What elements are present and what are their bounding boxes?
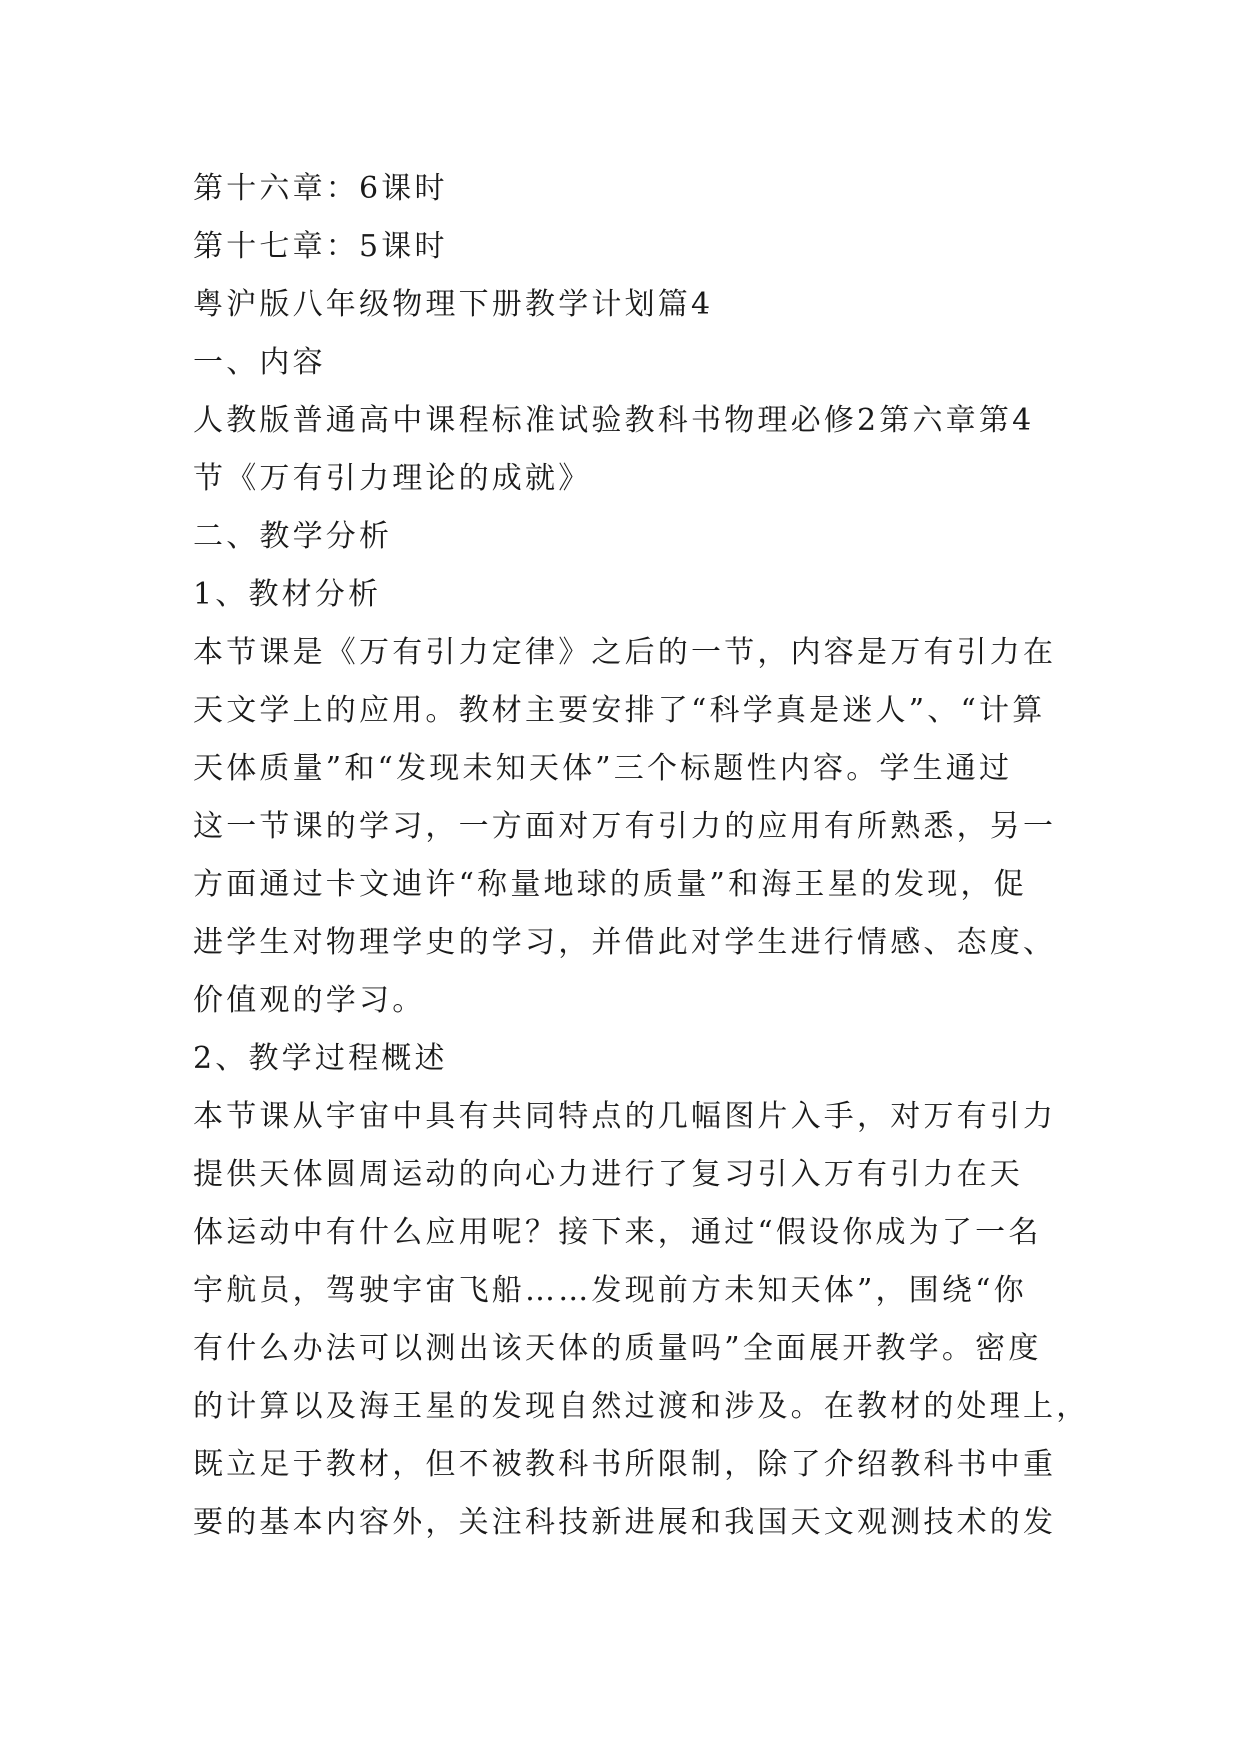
document-page xyxy=(193,160,1090,1552)
paragraph-line: 体运动中有什么应用呢？接下来，通过“假设你成为了一名 xyxy=(193,1215,1042,1250)
paragraph-line: 价值观的学习。 xyxy=(193,983,426,1018)
heading-content: 一、内容 xyxy=(193,345,326,380)
subheading-process-overview: 2、教学过程概述 xyxy=(193,1041,448,1076)
paragraph-line: 人教版普通高中课程标准试验教科书物理必修2第六章第4 xyxy=(193,403,1035,438)
section-title: 粤沪版八年级物理下册教学计划篇4 xyxy=(193,287,714,322)
paragraph-line: 天体质量”和“发现未知天体”三个标题性内容。学生通过 xyxy=(193,751,1013,786)
paragraph-line: 节《万有引力理论的成就》 xyxy=(193,461,592,496)
paragraph-line: 进学生对物理学史的学习，并借此对学生进行情感、态度、 xyxy=(193,925,1057,960)
paragraph-line: 有什么办法可以测出该天体的质量吗”全面展开教学。密度 xyxy=(193,1331,1042,1366)
heading-teaching-analysis: 二、教学分析 xyxy=(193,519,393,554)
chapter-17-hours: 第十七章：5课时 xyxy=(193,229,448,264)
paragraph-line: 的计算以及海王星的发现自然过渡和涉及。在教材的处理上， xyxy=(193,1389,1090,1424)
paragraph-line: 要的基本内容外，关注科技新进展和我国天文观测技术的发 xyxy=(193,1505,1057,1540)
paragraph-line: 方面通过卡文迪许“称量地球的质量”和海王星的发现，促 xyxy=(193,867,1027,902)
paragraph-line: 提供天体圆周运动的向心力进行了复习引入万有引力在天 xyxy=(193,1157,1023,1192)
paragraph-line: 这一节课的学习，一方面对万有引力的应用有所熟悉，另一 xyxy=(193,809,1057,844)
paragraph-line: 既立足于教材，但不被教科书所限制，除了介绍教科书中重 xyxy=(193,1447,1057,1482)
paragraph-line: 本节课从宇宙中具有共同特点的几幅图片入手，对万有引力 xyxy=(193,1099,1057,1134)
paragraph-line: 天文学上的应用。教材主要安排了“科学真是迷人”、“计算 xyxy=(193,693,1046,728)
paragraph-line: 本节课是《万有引力定律》之后的一节，内容是万有引力在 xyxy=(193,635,1057,670)
chapter-16-hours: 第十六章：6课时 xyxy=(193,171,448,206)
subheading-textbook-analysis: 1、教材分析 xyxy=(193,577,382,612)
paragraph-line: 宇航员，驾驶宇宙飞船……发现前方未知天体”，围绕“你 xyxy=(193,1273,1027,1308)
